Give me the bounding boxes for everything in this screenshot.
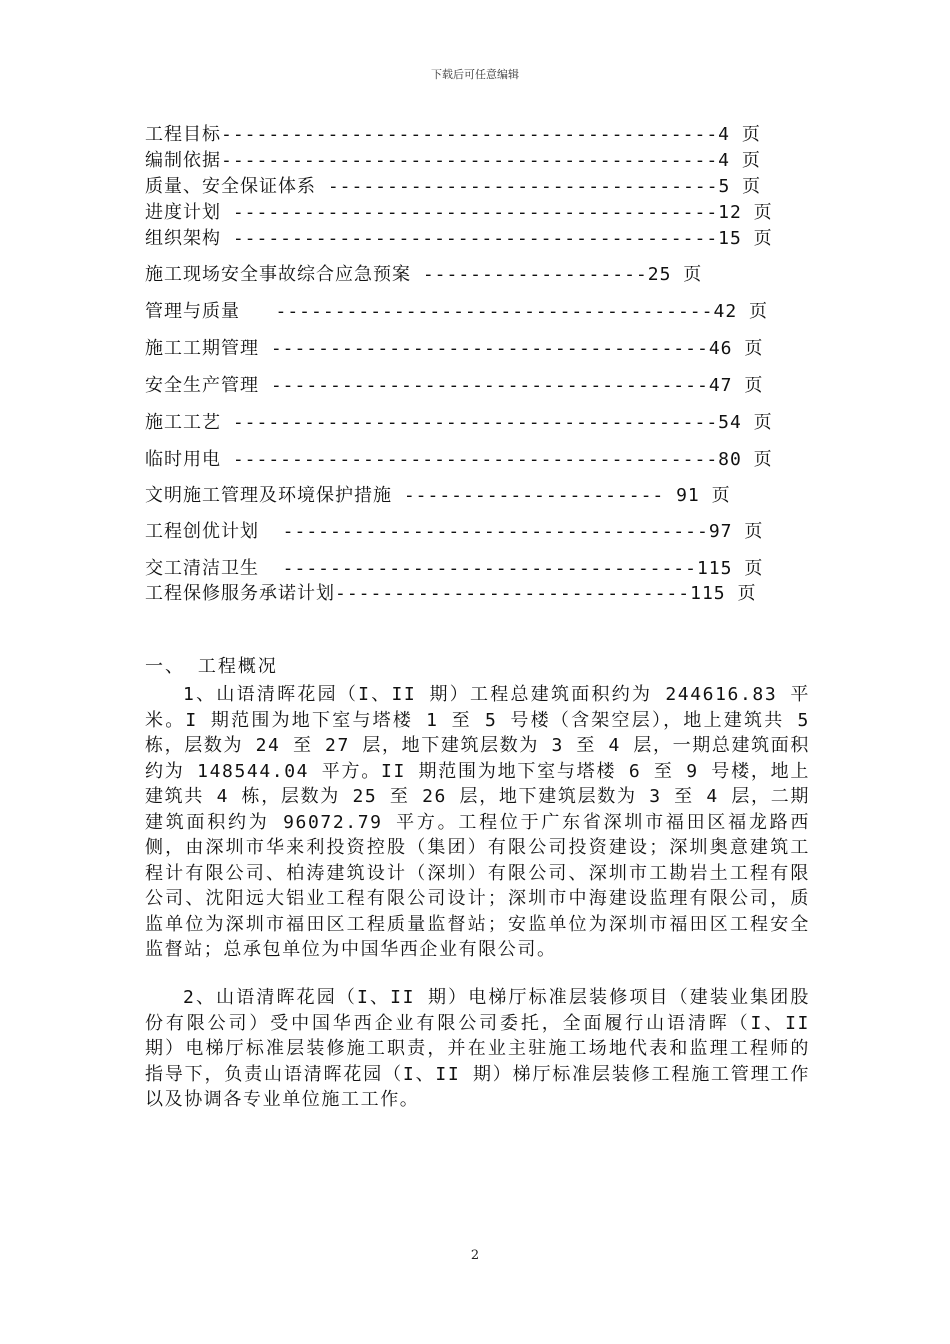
toc-entry-leader: -----------------------------------------: [221, 449, 719, 470]
toc-entry-page: 54 页: [718, 412, 773, 433]
toc-entry-page: 5 页: [718, 176, 762, 197]
toc-entry: [145, 299, 768, 325]
toc-entry-label: 进度计划: [145, 202, 221, 223]
toc-entry: [145, 373, 763, 399]
toc-entry: [145, 336, 763, 362]
toc-entry-label: 工程创优计划: [145, 521, 259, 542]
toc-entry-leader: -----------------------------------------: [221, 202, 719, 223]
toc-entry-page: 15 页: [718, 228, 773, 249]
toc-entry-leader: -------------------: [411, 264, 648, 285]
toc-entry-page: 47 页: [708, 375, 764, 396]
toc-entry: [145, 556, 763, 582]
toc-entry: [145, 410, 773, 436]
toc-entry-page: 12 页: [718, 202, 773, 223]
toc-entry-leader: -------------------------------------: [259, 375, 709, 396]
toc-entry: [145, 122, 761, 148]
toc-entry-label: 临时用电: [145, 449, 221, 470]
toc-entry-label: 编制依据: [145, 150, 221, 171]
toc-entry: [145, 174, 761, 200]
page-number: 2: [470, 1248, 480, 1263]
toc-entry-label: 交工清洁卫生: [145, 558, 259, 579]
toc-entry-leader: ------------------------------------: [259, 521, 709, 542]
toc-entry-label: 文明施工管理及环境保护措施: [145, 485, 392, 506]
toc-entry-label: 组织架构: [145, 228, 221, 249]
toc-entry-leader: -----------------------------------: [259, 558, 697, 579]
toc-entry-label: 管理与质量: [145, 301, 240, 322]
toc-entry: [145, 262, 702, 288]
toc-entry-page: 4 页: [718, 150, 761, 171]
toc-entry-leader: -----------------------------------------: [221, 412, 719, 433]
toc-entry-label: 施工工期管理: [145, 338, 259, 359]
toc-entry: [145, 519, 763, 545]
section-heading: 一、 工程概况: [145, 656, 278, 677]
toc-entry-leader: -------------------------------------: [259, 338, 709, 359]
body-paragraph: 2、山语清晖花园（I、II 期）电梯厅标准层装修项目（建装业集团股份有限公司）受中国华西企业有限公司委托，全面履行山语清晖（I、II 期）电梯厅标准层装修施工职责，并在业主驻施工场地代表和监理工程师的指导下，负责山语清晖花园（I、II 期）梯厅标准层装修工程施工管理工作以及协调各专业单位施工工作。: [145, 987, 810, 1110]
toc-entry-page: 46 页: [708, 338, 764, 359]
toc-entry: [145, 148, 761, 174]
toc-entry-page: 115 页: [696, 558, 764, 579]
body-paragraph: 1、山语清晖花园（I、II 期）工程总建筑面积约为 244616.83 平米。I 期范围为地下室与塔楼 1 至 5 号楼（含架空层），地上建筑共 5 栋，层数为 24 至 27 层，地下建筑层数为 3 至 4 层，一期总建筑面积约为 148544.04 平方。II 期范围为地下室与塔楼 6 至 9 号楼，地上建筑共 4 栋，层数为 25 至 26 层，地下建筑层数为 3 至 4 层，二期建筑面积约为 96072.79 平方。工程位于广东省深圳市福田区福龙路西侧，由深圳市华来利投资控股（集团）有限公司投资建设；深圳奥意建筑工程计有限公司、柏涛建筑设计（深圳）有限公司、深圳市工勘岩土工程有限公司、沈阳远大铝业工程有限公司设计；深圳市中海建设监理有限公司，质监单位为深圳市福田区工程质量监督站；安监单位为深圳市福田区工程安全监督站；总承包单位为中国华西企业有限公司。: [145, 684, 810, 960]
toc-entry-label: 施工现场安全事故综合应急预案: [145, 264, 411, 285]
toc-entry: [145, 483, 731, 509]
toc-entry-leader: -------------------------------------: [240, 301, 714, 322]
toc-entry-leader: -----------------------------------------: [221, 228, 719, 249]
toc-entry: [145, 447, 773, 473]
toc-entry-leader: ------------------------------: [335, 583, 691, 604]
toc-entry-page: 80 页: [718, 449, 773, 470]
toc-entry: [145, 581, 756, 607]
toc-entry-label: 安全生产管理: [145, 375, 259, 396]
toc-entry: [145, 200, 773, 226]
page-header: 下载后可任意编辑: [431, 68, 519, 81]
toc-entry: [145, 226, 773, 252]
toc-entry-page: 4 页: [718, 124, 761, 145]
toc-entry-label: 施工工艺: [145, 412, 221, 433]
toc-entry-page: 91 页: [664, 485, 731, 506]
toc-entry-page: 42 页: [713, 301, 768, 322]
toc-entry-leader: ---------------------------------: [316, 176, 719, 197]
toc-entry-label: 工程目标: [145, 124, 221, 145]
toc-entry-page: 115 页: [690, 583, 757, 604]
toc-entry-page: 25 页: [647, 264, 703, 285]
toc-entry-leader: ------------------------------------------: [221, 150, 719, 171]
toc-entry-label: 质量、安全保证体系: [145, 176, 316, 197]
toc-entry-page: 97 页: [708, 521, 764, 542]
toc-entry-label: 工程保修服务承诺计划: [145, 583, 335, 604]
toc-entry-leader: ----------------------: [392, 485, 665, 506]
toc-entry-leader: ------------------------------------------: [221, 124, 719, 145]
